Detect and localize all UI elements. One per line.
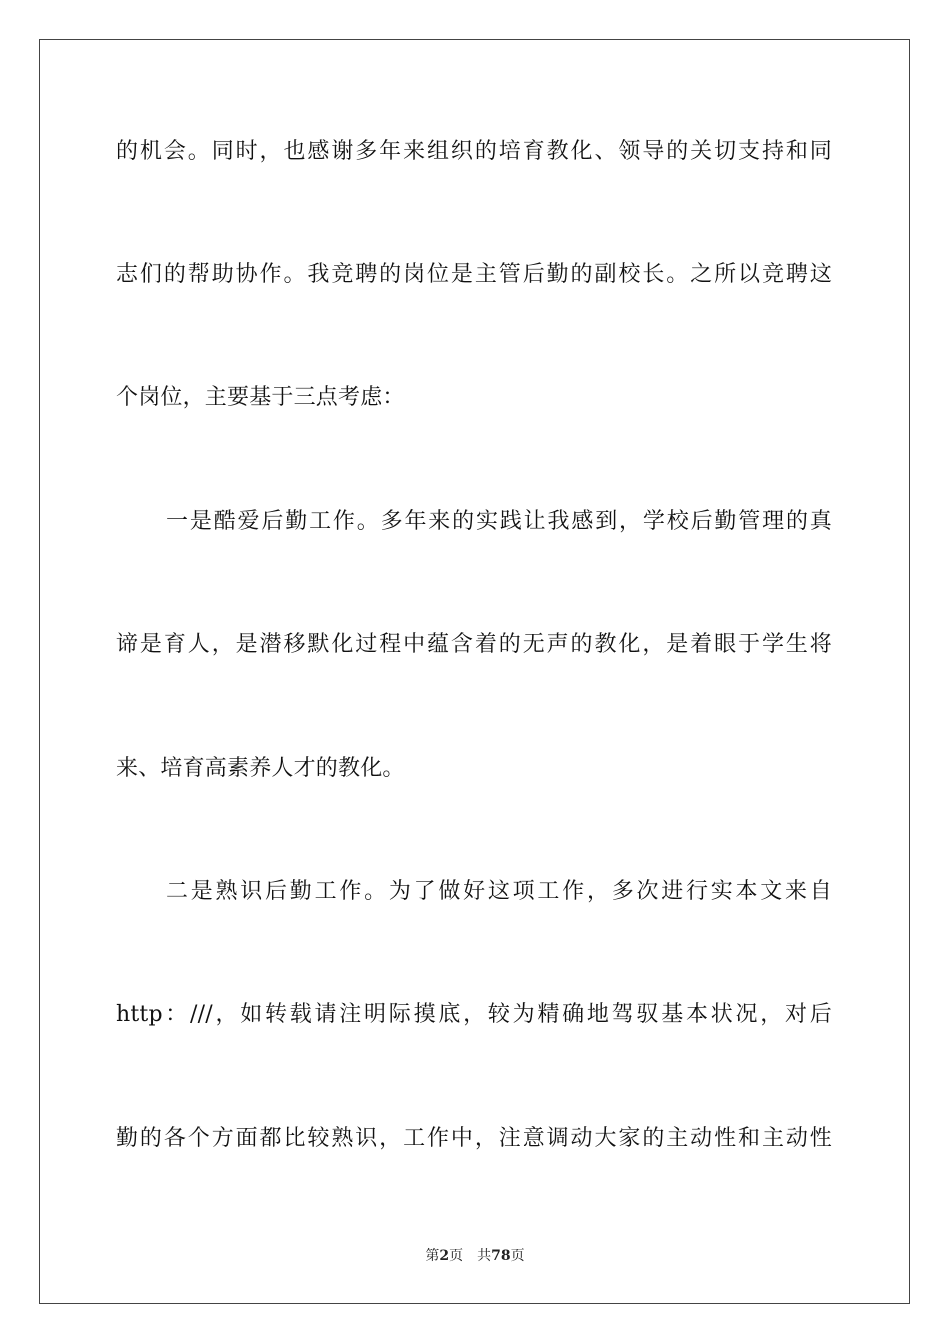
body-text-line-7: 二是熟识后勤工作。为了做好这项工作，多次进行实本文来自	[166, 879, 832, 904]
body-text-line-5: 谛是育人，是潜移默化过程中蕴含着的无声的教化，是着眼于学生将	[116, 632, 832, 657]
page-prefix: 第	[425, 1248, 440, 1264]
total-suffix: 页	[510, 1248, 525, 1264]
body-text-line-2: 志们的帮助协作。我竞聘的岗位是主管后勤的副校长。之所以竞聘这	[116, 262, 832, 287]
body-text-line-8: http：///，如转载请注明际摸底，较为精确地驾驭基本状况，对后	[116, 1002, 832, 1027]
body-text-line-6: 来、培育高素养人才的教化。	[116, 756, 405, 781]
page-number: 2	[439, 1248, 450, 1264]
body-text-line-3: 个岗位，主要基于三点考虑：	[116, 385, 405, 410]
total-pages: 78	[491, 1248, 511, 1264]
body-text-line-4: 一是酷爱后勤工作。多年来的实践让我感到，学校后勤管理的真	[166, 509, 832, 534]
body-text-line-1: 的机会。同时，也感谢多年来组织的培育教化、领导的关切支持和同	[116, 139, 832, 164]
page-footer	[0, 1246, 950, 1266]
total-prefix: 共	[477, 1248, 492, 1264]
page-suffix: 页	[449, 1248, 464, 1264]
page-border	[39, 39, 910, 1304]
body-text-line-9: 勤的各个方面都比较熟识，工作中，注意调动大家的主动性和主动性	[116, 1126, 832, 1151]
